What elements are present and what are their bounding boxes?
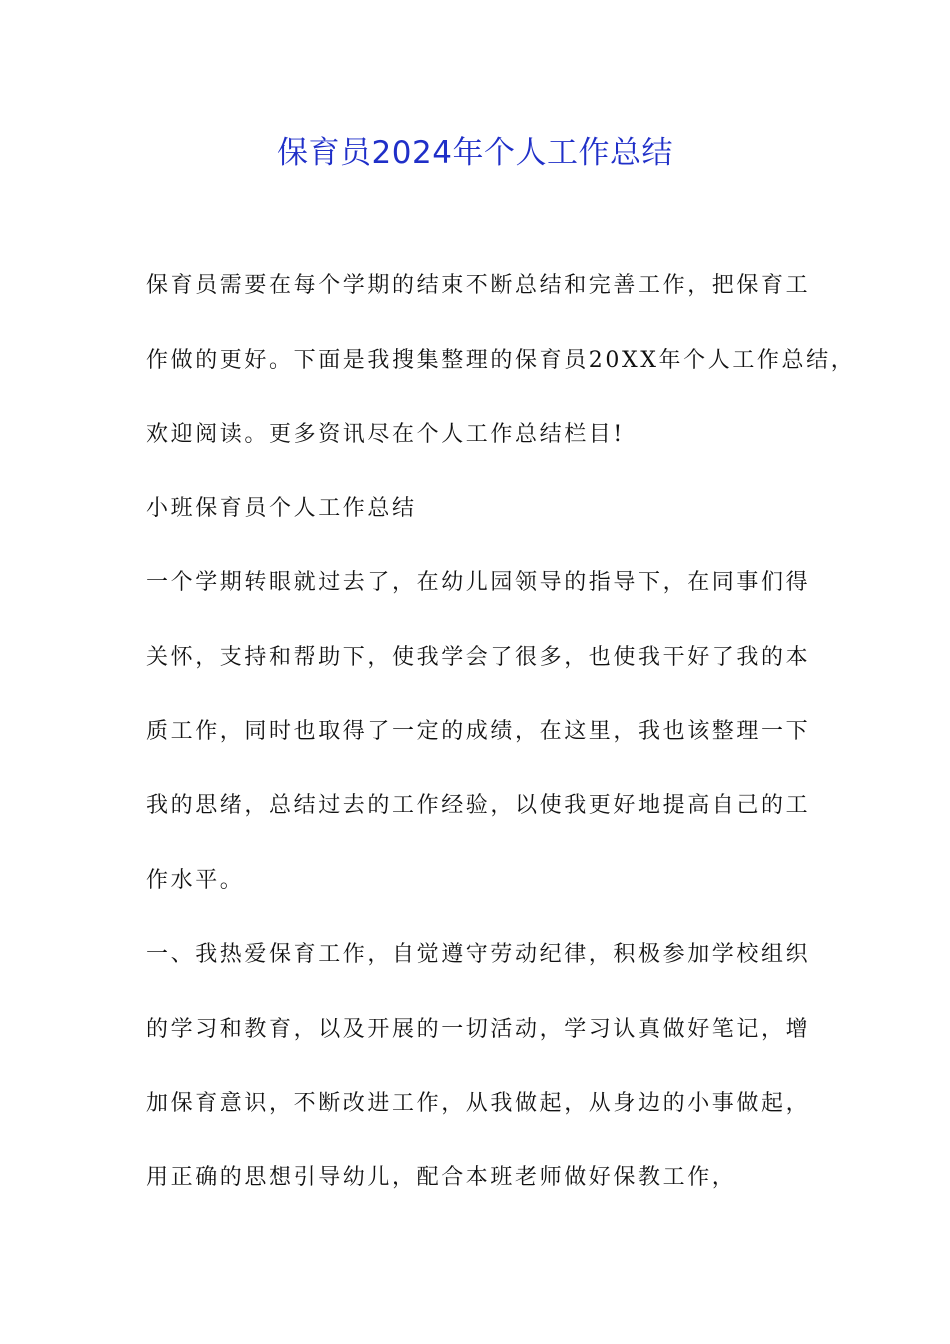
paragraph-line: 我的思绪，总结过去的工作经验，以使我更好地提高自己的工 [146, 793, 811, 818]
paragraph-line: 欢迎阅读。更多资讯尽在个人工作总结栏目! [146, 422, 625, 447]
document-title: 保育员2024年个人工作总结 [277, 135, 673, 171]
paragraph-line: 加保育意识，不断改进工作，从我做起，从身边的小事做起， [146, 1091, 811, 1116]
paragraph-line: 的学习和教育，以及开展的一切活动，学习认真做好笔记，增 [146, 1017, 811, 1042]
paragraph-line: 一、我热爱保育工作，自觉遵守劳动纪律，积极参加学校组织 [146, 942, 811, 967]
paragraph-line: 一个学期转眼就过去了，在幼儿园领导的指导下，在同事们得 [146, 570, 811, 595]
paragraph-line: 关怀，支持和帮助下，使我学会了很多，也使我干好了我的本 [146, 645, 811, 670]
paragraph-line: 作水平。 [146, 868, 245, 893]
section-heading: 小班保育员个人工作总结 [146, 496, 417, 521]
paragraph-line: 保育员需要在每个学期的结束不断总结和完善工作，把保育工 [146, 273, 811, 298]
paragraph-line: 作做的更好。下面是我搜集整理的保育员20XX年个人工作总结， [146, 348, 856, 373]
paragraph-line: 质工作，同时也取得了一定的成绩，在这里，我也该整理一下 [146, 719, 811, 744]
paragraph-line: 用正确的思想引导幼儿，配合本班老师做好保教工作， [146, 1165, 737, 1190]
